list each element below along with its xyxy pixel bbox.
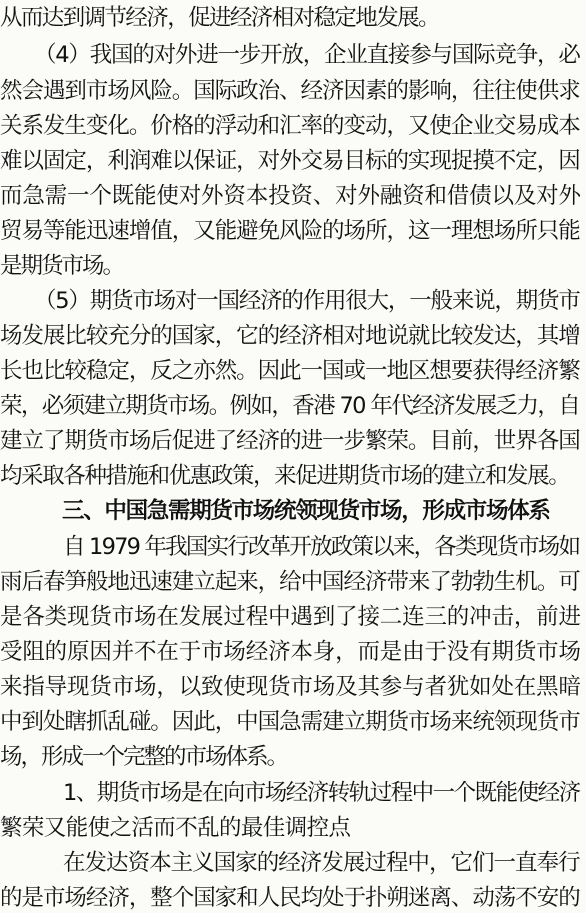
text-line: 中到处瞎抓乱碰。因此，中国急需建立期货市场来统领现货市 <box>0 709 580 735</box>
text-line: 在发达资本主义国家的经济发展过程中，它们一直奉行 <box>63 850 580 876</box>
text-line: 贸易等能迅速增值，又能避免风险的场所，这一理想场所只能 <box>0 218 580 244</box>
text-line: 难以固定，利润难以保证，对外交易目标的实现捉摸不定，因 <box>0 148 580 174</box>
text-line: 受阻的原因并不在于市场经济本身，而是由于没有期货市场 <box>0 639 581 665</box>
text-line: 场，形成一个完整的市场体系。 <box>0 744 288 770</box>
text-line: 是各类现货市场在发展过程中遇到了接二连三的冲击，前进 <box>0 604 581 630</box>
text-line: （4）我国的对外进一步开放，企业直接参与国际竞争，必 <box>34 42 580 68</box>
text-line: 是期货市场。 <box>0 253 124 279</box>
subsection-heading: 1、期货市场是在向市场经济转轨过程中一个既能使经济 <box>63 780 580 806</box>
text-line: 从而达到调节经济，促进经济相对稳定地发展。 <box>0 5 439 31</box>
text-line: 雨后春笋般地迅速建立起来，给中国经济带来了勃勃生机。可 <box>0 569 580 595</box>
text-line: 建立了期货市场后促进了经济的进一步繁荣。目前，世界各国 <box>0 428 580 454</box>
text-line: 来指导现货市场，以致使现货市场及其参与者犹如处在黑暗 <box>0 674 581 700</box>
text-line: 荣，必须建立期货市场。例如，香港 70 年代经济发展乏力，自 <box>0 393 580 419</box>
text-line: 均采取各种措施和优惠政策，来促进期货市场的建立和发展。 <box>0 463 570 489</box>
text-line: 自 1979 年我国实行改革开放政策以来，各类现货市场如 <box>63 534 580 560</box>
text-line: 场发展比较充分的国家，它的经济相对地说就比较发达，其增 <box>0 323 580 349</box>
section-heading: 三、中国急需期货市场统领现货市场，形成市场体系 <box>62 498 550 524</box>
text-line: 的是市场经济，整个国家和人民均处于扑朔迷离、动荡不安的 <box>0 885 580 911</box>
text-line: 然会遇到市场风险。国际政治、经济因素的影响，往往使供求 <box>0 78 580 104</box>
text-line: 而急需一个既能使对外资本投资、对外融资和借债以及对外 <box>0 183 581 209</box>
text-line: 长也比较稳定，反之亦然。因此一国或一地区想要获得经济繁 <box>0 358 580 384</box>
subsection-heading: 繁荣又能使之活而不乱的最佳调控点 <box>0 815 351 841</box>
text-line: （5）期货市场对一国经济的作用很大，一般来说，期货市 <box>34 288 580 314</box>
text-line: 关系发生变化。价格的浮动和汇率的变动，又使企业交易成本 <box>0 113 580 139</box>
